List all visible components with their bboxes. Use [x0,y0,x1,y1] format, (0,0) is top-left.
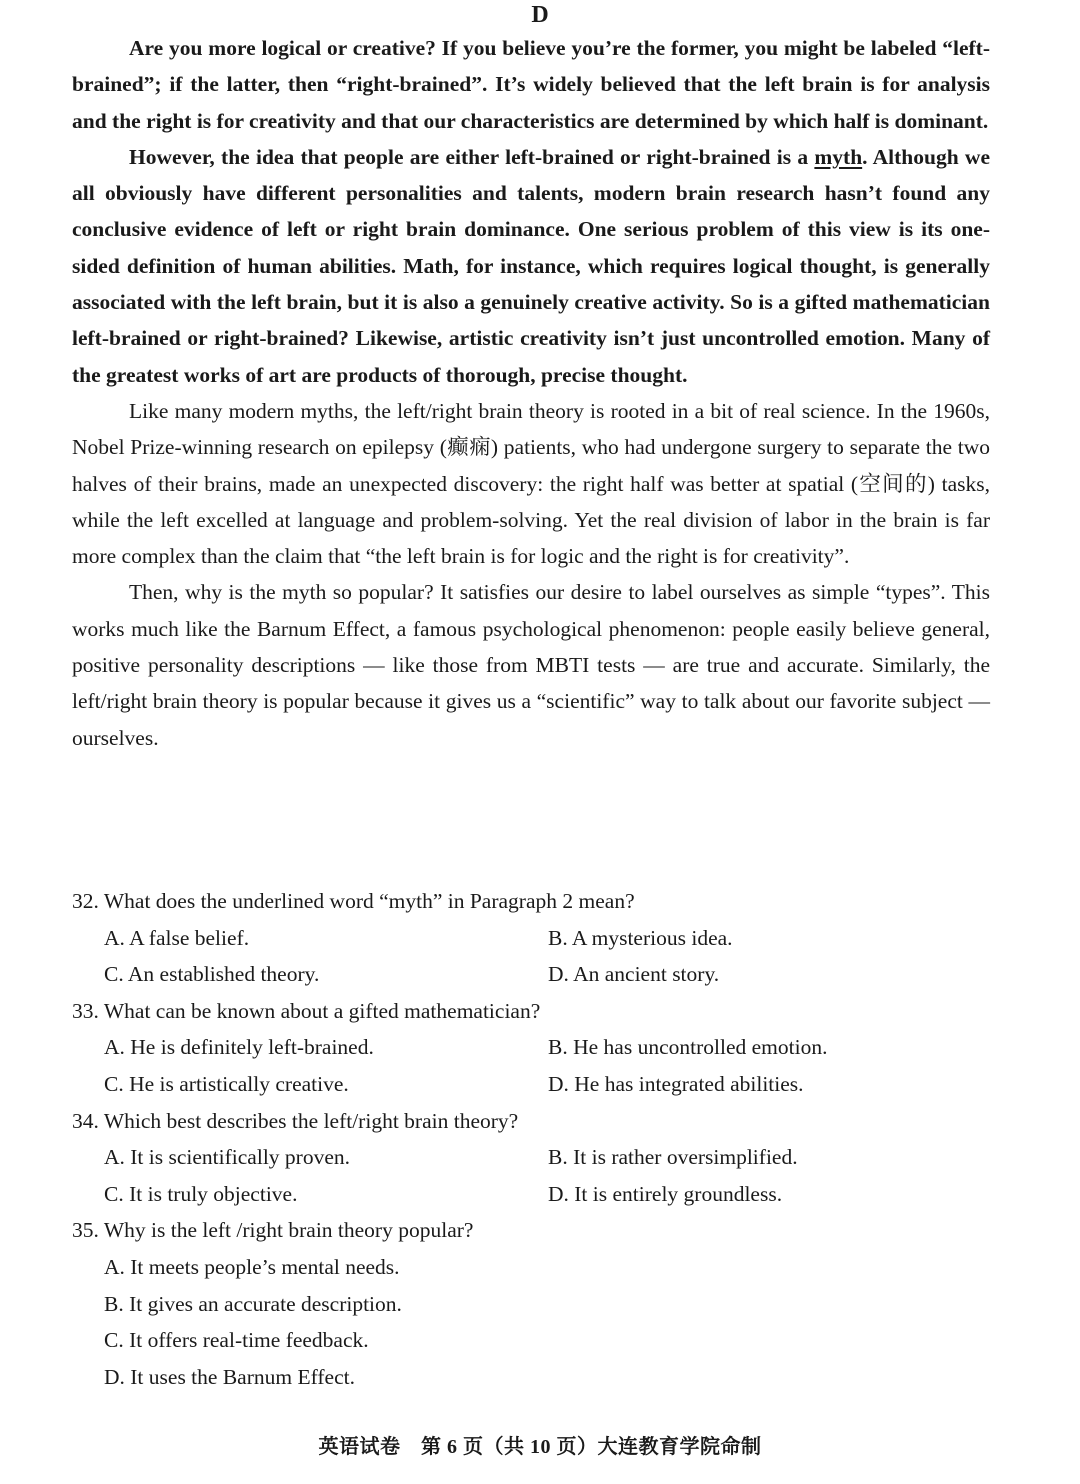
question-32 [72,883,990,993]
question-34 [72,1103,990,1213]
option-grid [72,1029,990,1102]
paragraph-4: Then, why is the myth so popular? It satisfies our desire to label ourselves as simple “types”. This works much like the Barnum Effect, a famous psychological phenomenon: people easily believe general, positive personality descriptions — like those from MBTI tests — are true and accurate. Similarly, the left/right brain theory is popular because it gives us a “scientific” way to talk about our favorite subject — ourselves. [72,580,990,750]
option-d: D. It is entirely groundless. [548,1181,783,1206]
question-stem: 34. Which best describes the left/right brain theory? [72,1108,519,1133]
paragraph-2 [72,139,990,393]
option-c: C. An established theory. [104,962,320,987]
option-grid [72,920,990,993]
paragraph-2-part-1: However, the idea that people are either left-brained or right-brained is a [129,144,815,169]
question-stem: 32. What does the underlined word “myth” in Paragraph 2 mean? [72,889,635,913]
option-a: A. It is scientifically proven. [104,1145,350,1170]
option-c: C. It is truly objective. [104,1181,298,1206]
option-a: A. A false belief. [104,925,250,950]
reading-passage [72,30,990,756]
paragraph-1: Are you more logical or creative? If you believe you’re the former, you might be labeled “left-brained”; if the latter, then “right-brained”. It’s widely believed that the left brain is for analysis and the right is for creativity and that our characteristics are determined by which half is dominant. [72,36,990,133]
option-a: A. He is definitely left-brained. [104,1035,374,1060]
option-b: B. He has uncontrolled emotion. [548,1035,828,1060]
paragraph-2-part-2: . Although we all obviously have different personalities and talents, modern brain research hasn’t found any conclusive evidence of left or right brain dominance. One serious problem of this view is its one-sided definition of human abilities. Math, for instance, which requires logical thought, is generally associated with the left brain, but it is also a genuinely creative activity. So is a gifted mathematician left-brained or right-brained? Likewise, artistic creativity isn’t just uncontrolled emotion. Many of the greatest works of art are products of thorough, precise thought. [72,144,990,387]
option-c: C. He is artistically creative. [104,1071,349,1096]
option-a: A. It meets people’s mental needs. [104,1254,400,1279]
option-b: B. A mysterious idea. [548,925,733,950]
question-33 [72,993,990,1103]
question-stem: 33. What can be known about a gifted mathematician? [72,998,541,1023]
page-footer: 英语试卷 第 6 页（共 10 页）大连教育学院命制 [318,1436,762,1458]
paragraph-3: Like many modern myths, the left/right brain theory is rooted in a bit of real science. In the 1960s, Nobel Prize-winning research on epilepsy (癫痫) patients, who had undergone surgery to separate the two halves of their brains, made an unexpected discovery: the right half was better at spatial (空间的) tasks, while the left excelled at language and problem-solving. Yet the real division of labor in the brain is far more complex than the claim that “the left brain is for logic and the right is for creativity”. [72,398,990,569]
option-grid [72,1139,990,1212]
question-stem: 35. Why is the left /right brain theory popular? [72,1218,474,1243]
option-d: D. An ancient story. [548,962,720,987]
question-35 [72,1212,990,1395]
option-d: D. It uses the Barnum Effect. [104,1364,355,1389]
underlined-word: myth [814,144,863,169]
question-list [72,883,990,1395]
option-c: C. It offers real-time feedback. [104,1328,369,1353]
option-d: D. He has integrated abilities. [548,1071,804,1096]
option-list [72,1249,990,1395]
option-b: B. It gives an accurate description. [104,1291,402,1316]
section-label: D [531,2,549,28]
option-b: B. It is rather oversimplified. [548,1145,798,1170]
